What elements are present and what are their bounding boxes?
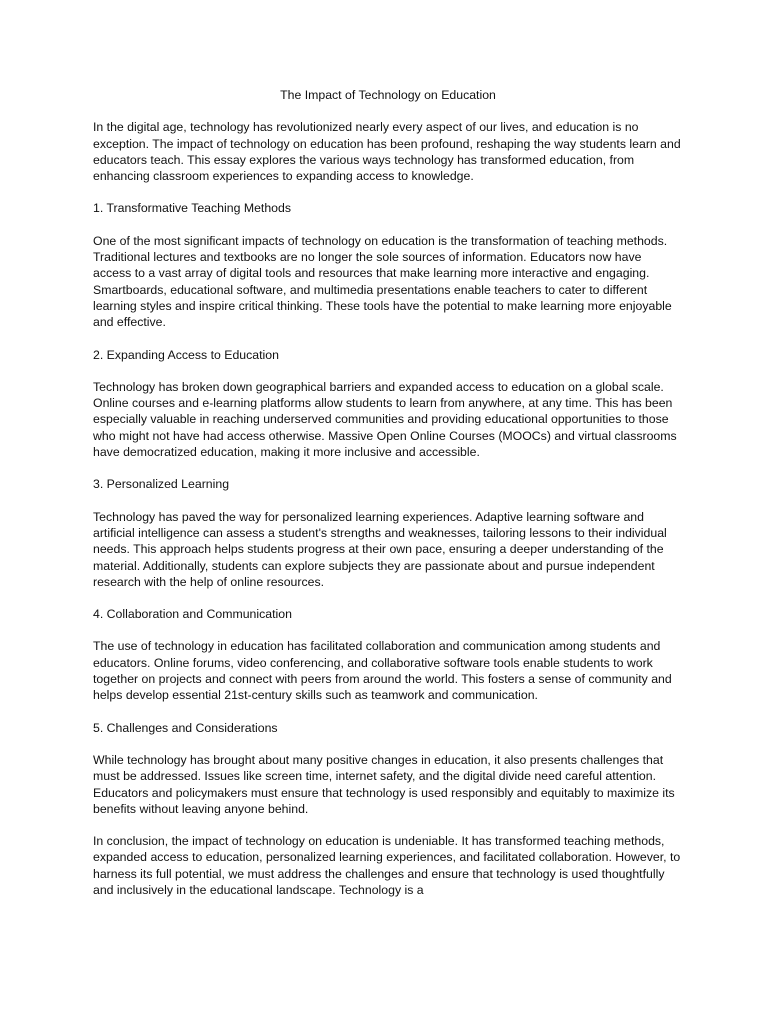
section-body-1: One of the most significant impacts of technology on education is the transformation of teaching methods. Traditional lectures and textbooks are no longer the sole sources of information. Educators now have access to a vast array of digital tools and resources that make learning more interactive and engaging. Smartboards, educational software, and multimedia presentations enable teachers to cater to different learning styles and inspire critical thinking. These tools have the potential to make learning more enjoyable and effective. (93, 233, 672, 330)
document-content (93, 87, 683, 914)
section-heading-5: 5. Challenges and Considerations (93, 720, 278, 735)
section-body-3: Technology has paved the way for personalized learning experiences. Adaptive learning software and artificial intelligence can assess a student's strengths and weaknesses, tailoring lessons to their individual needs. This approach helps students progress at their own pace, ensuring a deeper understanding of the material. Additionally, students can explore subjects they are passionate about and pursue independent research with the help of online resources. (93, 509, 667, 589)
section-body-2: Technology has broken down geographical barriers and expanded access to education on a global scale. Online courses and e-learning platforms allow students to learn from anywhere, at any time. This has been especially valuable in reaching underserved communities and providing educational opportunities to those who might not have had access otherwise. Massive Open Online Courses (MOOCs) and virtual classrooms have democratized education, making it more inclusive and accessible. (93, 379, 677, 460)
section-heading-1: 1. Transformative Teaching Methods (93, 201, 291, 216)
section-heading-3: 3. Personalized Learning (93, 477, 230, 492)
document-title: The Impact of Technology on Education (280, 88, 496, 102)
conclusion-paragraph: In conclusion, the impact of technology on education is undeniable. It has transformed teaching methods, expanded access to education, personalized learning experiences, and facilitated collaboration. However, to harness its full potential, we must address the challenges and ensure that technology is used thoughtfully and inclusively in the educational landscape. Technology is a (93, 834, 681, 897)
section-heading-2: 2. Expanding Access to Education (93, 347, 279, 362)
section-body-5: While technology has brought about many positive changes in education, it also presents challenges that must be addressed. Issues like screen time, internet safety, and the digital divide need careful attention. Educators and policymakers must ensure that technology is used responsibly and equitably to maximize its benefits without leaving anyone behind. (93, 752, 675, 816)
section-body-4: The use of technology in education has facilitated collaboration and communication among students and educators. Online forums, video conferencing, and collaborative software tools enable students to work together on projects and connect with peers from around the world. This fosters a sense of community and helps develop essential 21st-century skills such as teamwork and communication. (93, 639, 672, 703)
intro-paragraph: In the digital age, technology has revolutionized nearly every aspect of our lives, and education is no exception. The impact of technology on education has been profound, reshaping the way students learn and educators teach. This essay explores the various ways technology has transformed education, from enhancing classroom experiences to expanding access to knowledge. (93, 120, 681, 184)
section-heading-4: 4. Collaboration and Communication (93, 607, 292, 622)
